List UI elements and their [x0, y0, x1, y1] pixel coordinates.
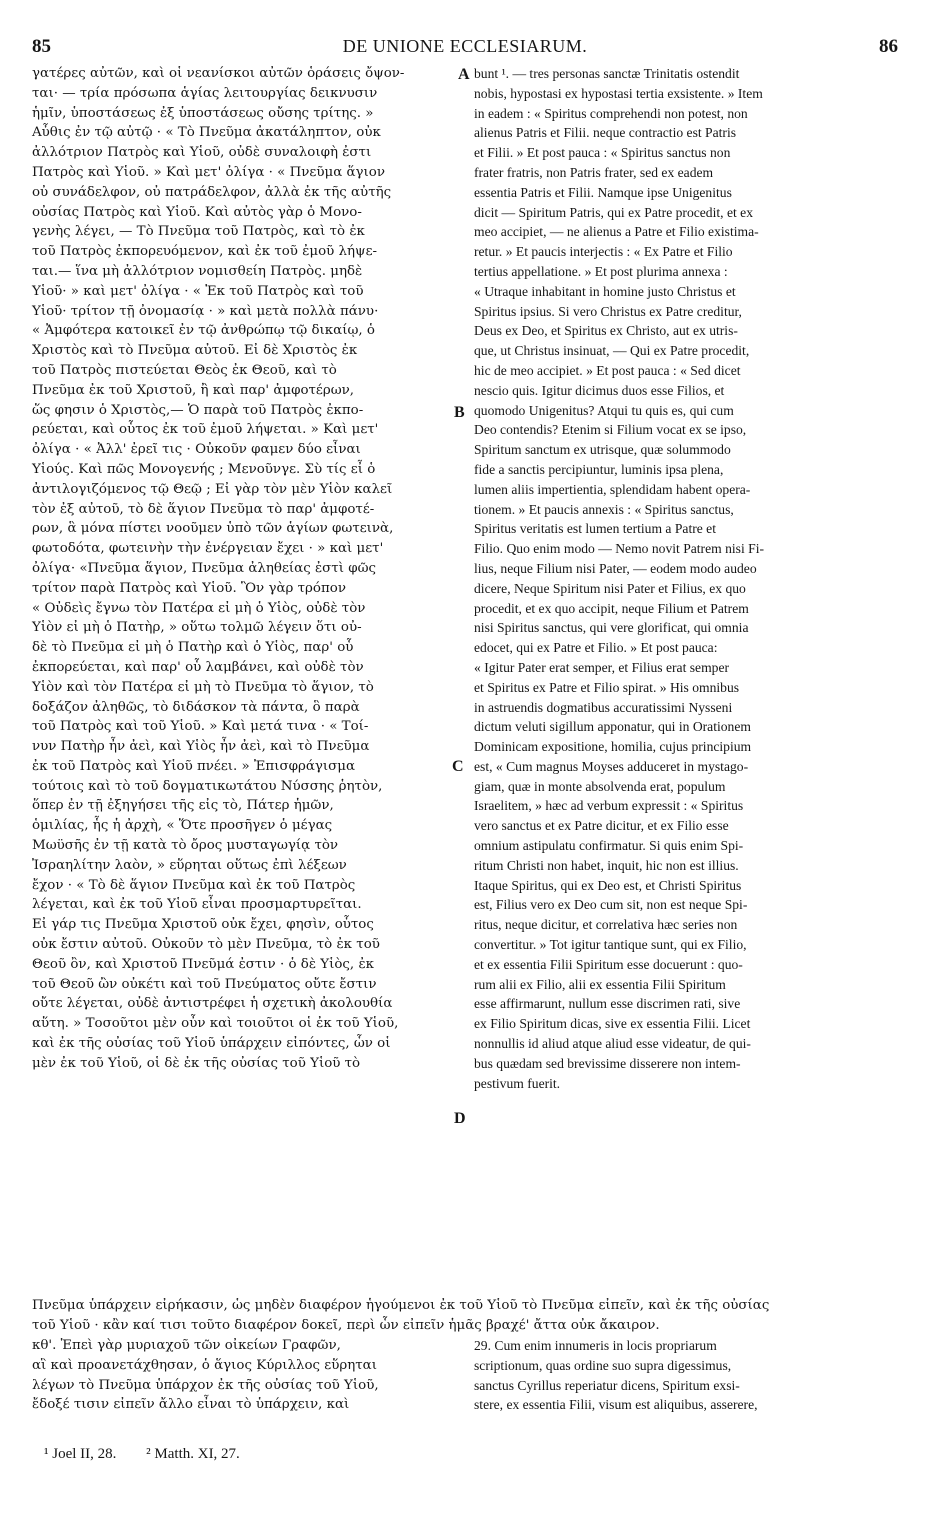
latin-line: nescio quis. Igitur dicimus duos esse Filios, et — [474, 382, 725, 398]
latin-line: Spiritus ipsius. Si vero Christus ex Patre creditur, — [474, 303, 742, 319]
latin-line: tionem. » Et paucis annexis : « Spiritus sanctus, — [474, 501, 734, 517]
greek-line: ὅπερ ἐν τῇ ἐξηγήσει τῆς εἰς τὸ, Πάτερ ἡμῶν, — [32, 798, 334, 814]
greek-line: ἀλλότριον Πατρὸς καὶ Υἱοῦ, οὐδὲ συναλοιφὴ ἐστι — [32, 145, 372, 161]
greek-line: « Οὐδεὶς ἔγνω τὸν Πατέρα εἰ μὴ ὁ Υἱὸς, οὐδὲ τὸν — [32, 600, 366, 616]
footnote-2: ² Matth. XI, 27. — [146, 1446, 240, 1462]
greek-line: Υἱοῦ· » καὶ μετ' ὀλίγα · « Ἐκ τοῦ Πατρὸς καὶ τοῦ — [32, 283, 364, 299]
latin-line: quomodo Unigenitus? Atqui tu quis es, qui cum — [474, 402, 734, 418]
latin-line: est, Filius vero ex Deo cum sit, non est neque Spi- — [474, 897, 748, 913]
greek-line: δοξάζον ἀληθῶς, τὸ διδάσκον τὰ πάντα, ὃ παρὰ — [32, 699, 360, 715]
section-marker-b: B — [454, 404, 465, 421]
latin-line: ritus, neque dicitur, et correlativa hæc series non — [474, 917, 738, 933]
section-marker-c: C — [452, 758, 464, 775]
running-title: DE UNIONE ECCLESIARUM. — [342, 36, 588, 56]
latin-line: dicere, Neque Spiritum nisi Pater et Filius, ex quo — [474, 580, 746, 596]
latin-line: et Spiritus ex Patre et Filio spirat. » His omnibus — [474, 679, 740, 695]
latin-line: ex Filio Spiritum dicas, sive ex essentia Filii. Licet — [474, 1016, 751, 1032]
section-marker-d: D — [454, 1110, 466, 1127]
greek-line: Πατρὸς καὶ Υἱοῦ. » Καὶ μετ' ὀλίγα · « Πνεῦμα ἅγιον — [32, 164, 385, 180]
latin-line: « Igitur Pater erat semper, et Filius erat semper — [474, 659, 730, 675]
greek-line: τοῦ Πατρὸς πιστεύεται Θεὸς ἐκ Θεοῦ, καὶ τὸ — [32, 362, 337, 378]
latin-column — [474, 64, 896, 1093]
latin-line: omnium astipulatu confirmatur. Si quis enim Spi- — [474, 838, 744, 854]
latin-line: Deo contendis? Etenim si Filium vocat ex se ipso, — [474, 422, 747, 438]
greek-line: οὐ συνάδελφον, οὐ πατράδελφον, ἀλλὰ ἐκ τῆς αὐτῆς — [32, 184, 392, 200]
latin-line: Dominicam expositione, homilia, cujus principium — [474, 739, 752, 755]
footnote-1: ¹ Joel II, 28. — [44, 1446, 117, 1462]
greek-line: λέγων τὸ Πνεῦμα ὑπάρχον ἐκ τῆς οὐσίας τοῦ Υἱοῦ, — [32, 1377, 379, 1393]
latin-line: Spiritum sanctum ex utrisque, quæ solummodo — [474, 442, 731, 458]
greek-line: ἔδοξέ τισιν εἰπεῖν ἄλλο εἶναι τὸ ὑπάρχειν, καὶ — [32, 1397, 350, 1413]
latin-line: 29. Cum enim innumeris in locis propriarum — [474, 1338, 717, 1353]
greek-line: ἐκπορεύεται, καὶ παρ' οὗ λαμβάνει, καὶ οὐδὲ τὸν — [32, 659, 364, 675]
footnotes — [44, 1446, 266, 1463]
latin-line: Israelitem, » hæc ad verbum expressit : « Spiritus — [474, 798, 744, 814]
latin-line: frater fratris, non Patris frater, sed ex eadem — [474, 164, 714, 180]
latin-line: Filio. Quo enim modo — Nemo novit Patrem nisi Fi- — [474, 541, 764, 557]
greek-line: καὶ ἐκ τῆς οὐσίας τοῦ Υἱοῦ ὑπάρχειν εἰπόντες, ὧν οἱ — [32, 1036, 391, 1052]
greek-line: Μωϋσῆς ἐν τῇ κατὰ τὸ ὄρος μυσταγωγίᾳ τὸν — [32, 838, 339, 854]
latin-line: que, ut Christus insinuat, — Qui ex Patre procedit, — [474, 343, 750, 359]
section-marker-a: A — [458, 66, 470, 83]
running-header — [32, 36, 898, 62]
latin-line: nonnullis id aliud atque aliud esse videatur, de qui- — [474, 1036, 751, 1052]
latin-line: alienus Patris et Filii. neque contractio est Patris — [474, 125, 737, 141]
greek-line: ρων, ἃ μόνα πίστει νοοῦμεν ὑπὸ τῶν ἁγίων φωτεινὰ, — [32, 521, 394, 537]
latin-line: essentia Patris et Filii. Namque ipse Unigenitus — [474, 184, 732, 200]
latin-line: Deus ex Deo, et Spiritus ex Christo, aut ex utris- — [474, 323, 738, 339]
latin-line: convertitur. » Tot igitur tantique sunt, qui ex Filio, — [474, 937, 747, 953]
greek-line: ται· — τρία πρόσωπα ἁγίας λειτουργίας δεικνυσιν — [32, 85, 378, 101]
latin-line: edocet, qui ex Patre et Filio. » Et post pauca: — [474, 640, 718, 656]
greek-line: αἳ καὶ προανετάχθησαν, ὁ ἅγιος Κύριλλος εὕρηται — [32, 1357, 377, 1373]
greek-line: γενὴς λέγει, — Τὸ Πνεῦμα τοῦ Πατρὸς, καὶ τὸ ἐκ — [32, 224, 365, 240]
greek-line: Υἱὸν καὶ τὸν Πατέρα εἰ μὴ τὸ Πνεῦμα τὸ ἅγιον, τὸ — [32, 679, 374, 695]
latin-line: nobis, hypostasi ex hypostasi tertia exsistente. » Item — [474, 85, 763, 101]
greek-line: γατέρες αὐτῶν, καὶ οἱ νεανίσκοι αὐτῶν ὁράσεις ὄψον- — [32, 66, 405, 81]
latin-line: retur. » Et paucis interjectis : « Ex Patre et Filio — [474, 244, 733, 260]
page-number-left: 85 — [32, 36, 51, 57]
latin-line: meo accipiet, — ne alienus a Patre et Filio existima- — [474, 224, 759, 240]
greek-line: ται.— ἵνα μὴ ἀλλότριον νομισθείη Πατρὸς. μηδὲ — [32, 263, 363, 279]
latin-line: procedit, et ex quo accipit, neque Filium et Patrem — [474, 600, 749, 616]
greek-line: Εἰ γάρ τις Πνεῦμα Χριστοῦ οὐκ ἔχει, φησὶν, οὗτος — [32, 917, 374, 933]
page-number-right: 86 — [879, 36, 898, 57]
greek-line: ὥς φησιν ὁ Χριστὸς,— Ὁ παρὰ τοῦ Πατρὸς ἐκπο- — [32, 402, 364, 418]
greek-line: δὲ τὸ Πνεῦμα εἰ μὴ ὁ Πατὴρ καὶ ὁ Υἱὸς, παρ' οὗ — [32, 640, 354, 656]
latin-paragraph-29 — [474, 1336, 896, 1415]
latin-line: sanctus Cyrillus reperiatur dicens, Spiritum exsi- — [474, 1377, 740, 1393]
latin-line: fide a sanctis percipiuntur, luminis ipsa plena, — [474, 461, 724, 477]
greek-line: οὔτε λέγεται, οὐδὲ ἀντιστρέφει ἡ σχετικὴ ἀκολουθία — [32, 996, 393, 1012]
latin-line: rum alii ex Filio, alii ex essentia Filii Spiritum — [474, 976, 726, 992]
latin-line: bus quædam sed brevissime disserere non intem- — [474, 1055, 741, 1071]
greek-line: « Ἀμφότερα κατοικεῖ ἐν τῷ ἀνθρώπῳ τῷ δικαίῳ, ὁ — [32, 323, 375, 339]
latin-line: stere, ex essentia Filii, visum est aliquibus, asserere, — [474, 1397, 758, 1413]
greek-line: αὕτη. » Τοσοῦτοι μὲν οὖν καὶ τοιοῦτοι οἱ ἐκ τοῦ Υἱοῦ, — [32, 1016, 399, 1032]
greek-line: τοῦ Πατρὸς καὶ τοῦ Υἱοῦ. » Καὶ μετά τινα · « Τοί- — [32, 719, 369, 735]
greek-paragraph-29 — [32, 1336, 452, 1415]
latin-line: dicit — Spiritum Patris, qui ex Patre procedit, et ex — [474, 204, 753, 220]
latin-line: giam, quæ in monte absolvenda erat, populum — [474, 778, 726, 794]
greek-line: μὲν ἐκ τοῦ Υἱοῦ, οἱ δὲ ἐκ τῆς οὐσίας τοῦ Υἱοῦ τὸ — [32, 1055, 361, 1071]
latin-line: scriptionum, quas ordine suo supra digessimus, — [474, 1357, 732, 1373]
greek-line: ἐκ τοῦ Πατρὸς καὶ Υἱοῦ πνέει. » Ἐπισφράγισμα — [32, 758, 356, 774]
full-width-line: τοῦ Υἱοῦ · κἂν καί τισι τοῦτο διαφέρον δοκεῖ, περὶ ὧν εἰπεῖν ἡμᾶς βραχέ' ἄττα οὐκ ἄκαιρον. — [32, 1317, 660, 1333]
latin-line: tertius appellatione. » Et post plurima annexa : — [474, 263, 728, 279]
greek-line: τοῦ Πατρὸς ἐκπορευόμενον, καὶ ἐκ τοῦ ἐμοῦ λήψε- — [32, 244, 378, 260]
latin-line: vero sanctus et ex Patre dicitur, et ex Filio esse — [474, 818, 729, 834]
latin-line: nisi Spiritus sanctus, qui vere glorificat, qui omnia — [474, 620, 749, 636]
latin-line: bunt ¹. — tres personas sanctæ Trinitatis ostendit — [474, 66, 740, 81]
greek-line: φωτοδότα, φωτεινὴν τὴν ἐνέργειαν ἔχει · » καὶ μετ' — [32, 541, 384, 557]
latin-line: lumen aliis impertientia, splendidam habent opera- — [474, 481, 751, 497]
latin-line: in astruendis dogmatibus accuratissimi Nysseni — [474, 699, 733, 715]
greek-line: τοῦ Θεοῦ ὢν οὐκέτι καὶ τοῦ Πνεύματος οὔτε ἔστιν — [32, 976, 377, 992]
latin-line: pestivum fuerit. — [474, 1075, 561, 1091]
greek-line: Χριστὸς καὶ τὸ Πνεῦμα αὐτοῦ. Εἰ δὲ Χριστὸς ἐκ — [32, 343, 358, 359]
greek-line: Πνεῦμα ἐκ τοῦ Χριστοῦ, ἢ καὶ παρ' ἀμφοτέρων, — [32, 382, 355, 398]
latin-line: Spiritus veritatis est lumen tertium a Patre et — [474, 521, 716, 537]
full-width-text — [32, 1296, 898, 1335]
greek-line: ἡμῖν, ὑποστάσεως ἐξ ὑποστάσεως οὔσης τρίτης. » — [32, 105, 374, 121]
latin-line: « Utraque inhabitant in homine justo Christus et — [474, 283, 736, 299]
latin-line: lius, neque Filium nisi Pater, — eodem modo audeo — [474, 560, 757, 576]
greek-line: τούτοις καὶ τὸ τοῦ δογματικωτάτου Νύσσης ῥητὸν, — [32, 778, 383, 794]
greek-line: ὁμιλίας, ἧς ἡ ἀρχὴ, « Ὅτε προσῆγεν ὁ μέγας — [32, 818, 333, 834]
latin-line: dictum veluti sigillum apponatur, qui in Orationem — [474, 719, 751, 735]
greek-line: Ἰσραηλίτην λαὸν, » εὕρηται οὕτως ἐπὶ λέξεων — [32, 857, 347, 873]
latin-line: Itaque Spiritus, qui ex Deo est, et Christi Spiritus — [474, 877, 742, 893]
greek-line: Θεοῦ ὂν, καὶ Χριστοῦ Πνεῦμά ἐστιν · ὁ δὲ Υἱὸς, ἐκ — [32, 956, 375, 972]
greek-line: ἔχον · « Τὸ δὲ ἅγιον Πνεῦμα καὶ ἐκ τοῦ Πατρὸς — [32, 877, 356, 893]
greek-line: Υἱούς. Καὶ πῶς Μονογενής ; Μενοῦνγε. Σὺ τίς εἶ ὁ — [32, 461, 376, 477]
latin-line: hic de meo accipiet. » Et post pauca : « Sed dicet — [474, 362, 741, 378]
greek-line: λέγεται, καὶ ἐκ τοῦ Υἱοῦ εἶναι προσμαρτυρεῖται. — [32, 897, 362, 913]
latin-line: est, « Cum magnus Moyses adduceret in mystago- — [474, 758, 749, 774]
greek-line: τρίτον παρὰ Πατρὸς καὶ Υἱοῦ. Ὃν γὰρ τρόπον — [32, 580, 346, 596]
latin-line: et Filii. » Et post pauca : « Spiritus sanctus non — [474, 145, 731, 161]
greek-line: τὸν ἐξ αὐτοῦ, τὸ δὲ ἅγιον Πνεῦμα τὸ παρ' ἀμφοτέ- — [32, 501, 375, 517]
greek-line: νυν Πατὴρ ἦν ἀεὶ, καὶ Υἱὸς ἦν ἀεὶ, καὶ τὸ Πνεῦμα — [32, 739, 370, 755]
greek-line: ἀντιλογιζόμενος τῷ Θεῷ ; Εἰ γὰρ τὸν μὲν Υἱὸν καλεῖ — [32, 481, 393, 497]
latin-line: esse affirmarunt, nullum esse discrimen rati, sive — [474, 996, 741, 1012]
greek-line: ρεύεται, καὶ οὗτος ἐκ τοῦ ἐμοῦ λήψεται. » Καὶ μετ' — [32, 422, 379, 438]
greek-line: Υἱοῦ· τρίτον τῇ ὀνομασίᾳ · » καὶ μετὰ πολλὰ πάνυ· — [32, 303, 379, 319]
latin-line: et ex essentia Filii Spiritum esse docuerunt : quo- — [474, 956, 743, 972]
greek-line: οὐκ ἔστιν αὐτοῦ. Οὐκοῦν τὸ μὲν Πνεῦμα, τὸ ἐκ τοῦ — [32, 937, 380, 953]
greek-column — [32, 64, 452, 1074]
full-width-line: Πνεῦμα ὑπάρχειν εἰρήκασιν, ὡς μηδὲν διαφέρον ἡγούμενοι ἐκ τοῦ Υἱοῦ τὸ Πνεῦμα εἰπεῖν, καὶ ἐκ τῆς οὐσίας — [32, 1298, 770, 1313]
latin-line: in eadem : « Spiritus comprehendi non potest, non — [474, 105, 748, 121]
greek-line: Αὖθις ἐν τῷ αὐτῷ · « Τὸ Πνεῦμα ἀκατάληπτον, οὐκ — [32, 125, 381, 141]
greek-line: κθ'. Ἐπεὶ γὰρ μυριαχοῦ τῶν οἰκείων Γραφῶν, — [32, 1338, 341, 1353]
greek-line: Υἱὸν εἰ μὴ ὁ Πατὴρ, » οὕτω τολμῶ λέγειν ὅτι οὐ- — [32, 620, 362, 636]
greek-line: ὀλίγα· «Πνεῦμα ἅγιον, Πνεῦμα ἀληθείας ἐστὶ φῶς — [32, 560, 376, 576]
latin-line: ritum Christi non habet, inquit, hic non est illius. — [474, 857, 739, 873]
greek-line: ὀλίγα · « Ἀλλ' ἐρεῖ τις · Οὐκοῦν φαμεν δύο εἶναι — [32, 442, 361, 458]
greek-line: οὐσίας Πατρὸς καὶ Υἱοῦ. Καὶ αὐτὸς γὰρ ὁ Μονο- — [32, 204, 362, 220]
